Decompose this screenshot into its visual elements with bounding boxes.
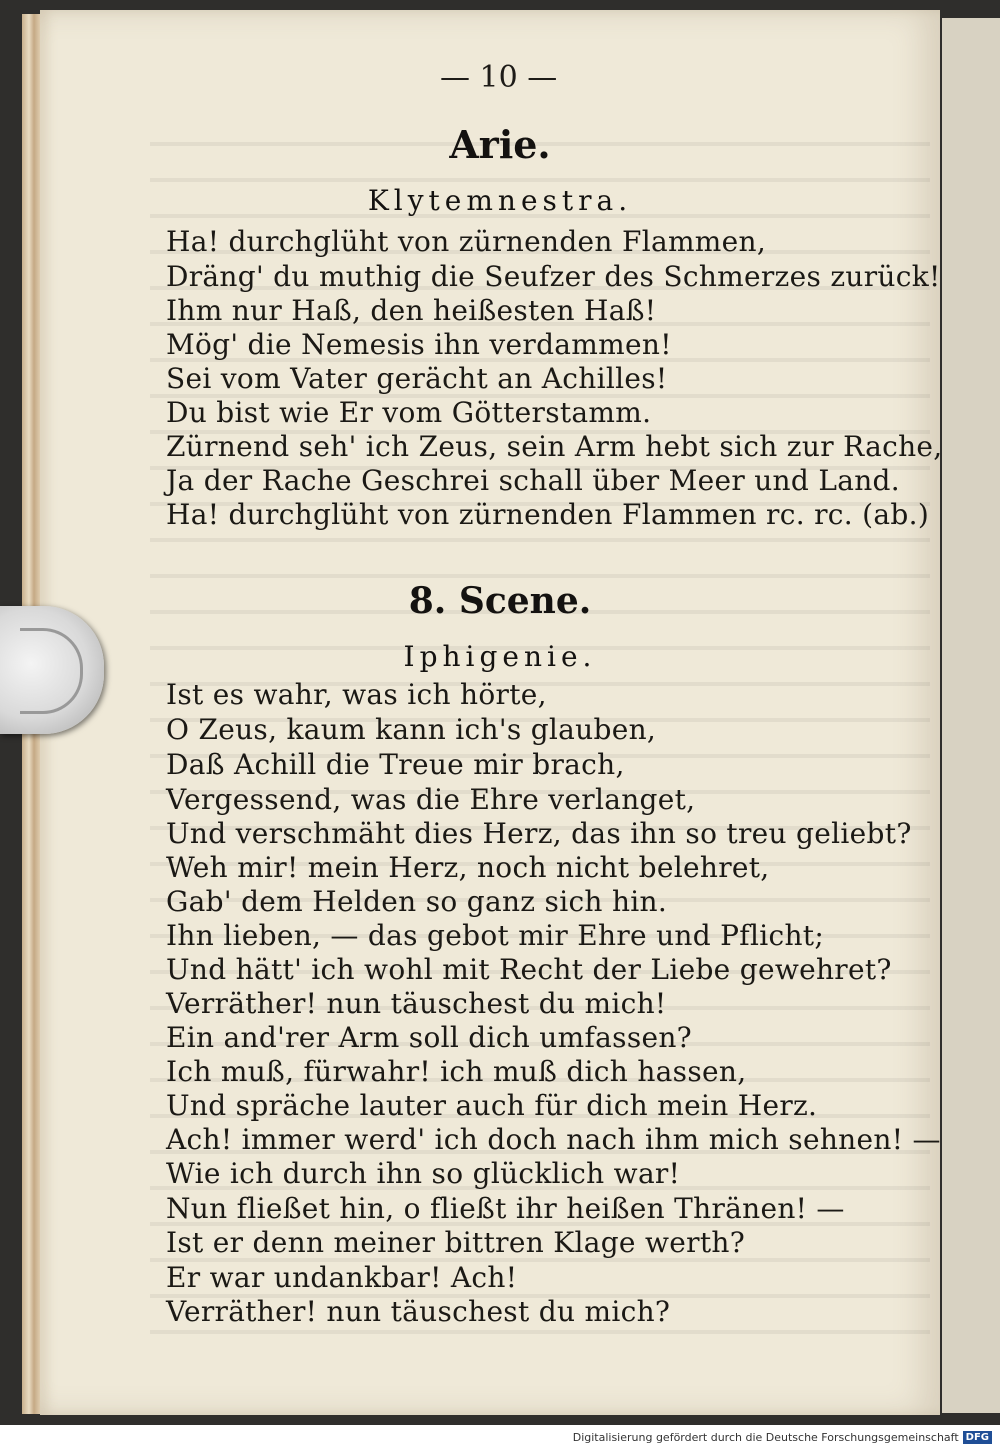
aria-line: Du bist wie Er vom Götterstamm.: [166, 396, 652, 429]
scene-line: Gab' dem Helden so ganz sich hin.: [166, 885, 668, 918]
scene-line: Und hätt' ich wohl mit Recht der Liebe gewehret?: [166, 953, 892, 986]
scene-line: Ein and'rer Arm soll dich umfassen?: [166, 1021, 692, 1054]
aria-line: Dräng' du muthig die Seufzer des Schmerzes zurück!: [166, 260, 941, 293]
scene-line: O Zeus, kaum kann ich's glauben,: [166, 713, 657, 746]
aria-line: Ja der Rache Geschrei schall über Meer und Land.: [166, 464, 900, 497]
clip-inner-edge: [20, 628, 83, 714]
scene-line: Daß Achill die Treue mir brach,: [166, 748, 625, 781]
digitization-footer: [0, 1425, 1000, 1449]
page-number: — 10 —: [440, 60, 558, 95]
scene-character: Iphigenie.: [403, 640, 597, 673]
scene-line: Nun fließet hin, o fließt ihr heißen Thränen! —: [166, 1192, 845, 1225]
facing-page-edge: [942, 18, 1000, 1413]
scene-line: Ihn lieben, — das gebot mir Ehre und Pflicht;: [166, 919, 825, 952]
scene-line: Und spräche lauter auch für dich mein Herz.: [166, 1089, 818, 1122]
aria-character: Klytemnestra.: [367, 184, 633, 217]
scene-line: Verräther! nun täuschest du mich?: [166, 1295, 671, 1328]
aria-line: Zürnend seh' ich Zeus, sein Arm hebt sich zur Rache,: [166, 430, 943, 463]
scene-line: Verräther! nun täuschest du mich!: [166, 987, 667, 1020]
aria-line: Ha! durchglüht von zürnenden Flammen,: [166, 225, 767, 258]
scene-line: Ist es wahr, was ich hörte,: [166, 678, 547, 711]
footer-credit: Digitalisierung gefördert durch die Deutsche Forschungsgemeinschaft: [572, 1430, 959, 1444]
scene-line: Vergessend, was die Ehre verlanget,: [166, 783, 696, 816]
aria-line: Mög' die Nemesis ihn verdammen!: [166, 328, 672, 361]
scene-line: Wie ich durch ihn so glücklich war!: [166, 1157, 681, 1190]
aria-line: Ha! durchglüht von zürnenden Flammen rc. rc. (ab.): [166, 498, 930, 531]
scene-line: Ist er denn meiner bittren Klage werth?: [166, 1226, 746, 1259]
scene-title: 8. Scene.: [408, 580, 592, 622]
aria-line: Sei vom Vater gerächt an Achilles!: [166, 362, 668, 395]
scene-line: Weh mir! mein Herz, noch nicht belehret,: [166, 851, 770, 884]
aria-line: Ihm nur Haß, den heißesten Haß!: [166, 294, 657, 327]
aria-title: Arie.: [449, 122, 551, 167]
scene-line: Ach! immer werd' ich doch nach ihm mich sehnen! —: [166, 1123, 941, 1156]
scene-line: Und verschmäht dies Herz, das ihn so treu geliebt?: [166, 817, 912, 850]
scene-line: Ich muß, fürwahr! ich muß dich hassen,: [166, 1055, 747, 1088]
scene-line: Er war undankbar! Ach!: [166, 1261, 518, 1294]
dfg-logo: DFG: [963, 1431, 992, 1444]
